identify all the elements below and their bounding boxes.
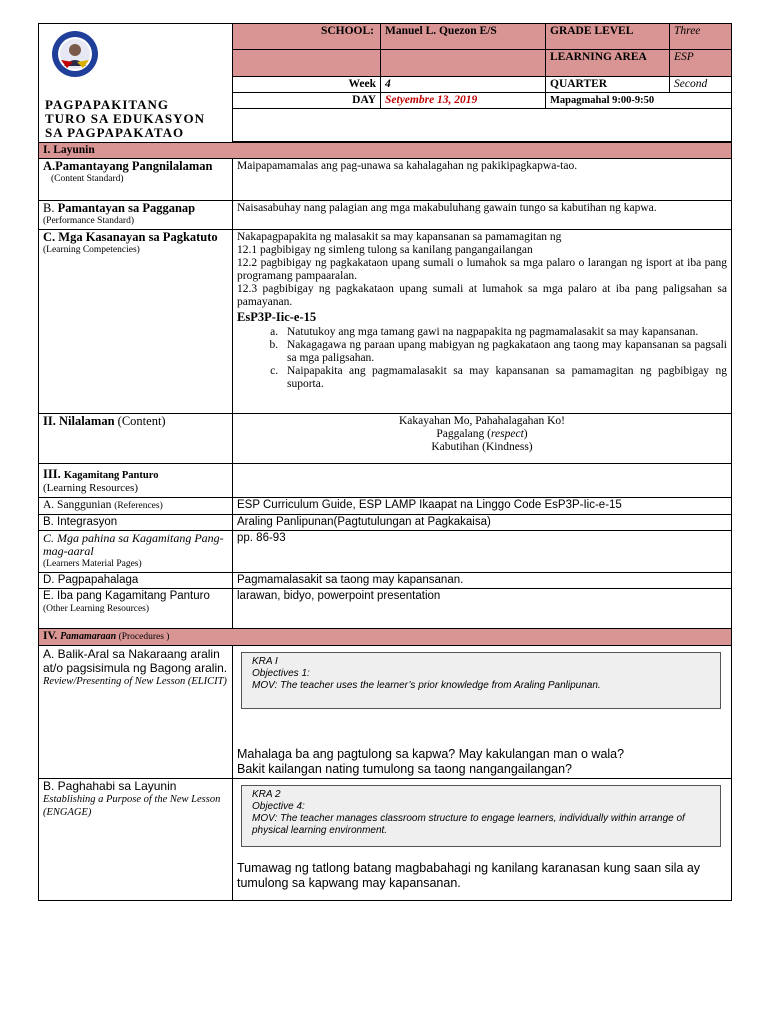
- other-resources-label: E. Iba pang Kagamitang Panturo (Other Learning Resources): [39, 589, 233, 629]
- area-label: LEARNING AREA: [546, 50, 670, 77]
- other-resources-value: larawan, bidyo, powerpoint presentation: [233, 589, 732, 629]
- area-value: ESP: [670, 50, 732, 77]
- integration-value: Araling Panlipunan(Pagtutulungan at Pagkakaisa): [233, 515, 732, 531]
- school-label: SCHOOL:: [233, 24, 381, 50]
- label: II. Nilalaman: [43, 414, 115, 428]
- content-line: Kakayahan Mo, Pahahalagahan Ko!: [398, 415, 566, 427]
- kra-2-box: KRA 2 Objective 4: MOV: The teacher manages classroom structure to engage learners, individually within arrange of physical learning environment.: [241, 785, 721, 847]
- objective-item: c. Naipapakita ang pagmamalasakit sa may kapansanan sa pamamagitan ng pagbibigay ng suporta.: [281, 365, 727, 391]
- objective-item: b. Nakagagawa ng paraan upang mabigyan ng pagkakataon ang taong may kapansanan sa pagsali sa mga paligsahan.: [281, 339, 727, 365]
- quarter-label: QUARTER: [546, 77, 670, 93]
- references-value: ESP Curriculum Guide, ESP LAMP Ikaapat na Linggo Code EsP3P-Iic-e-15: [233, 498, 732, 515]
- competencies-value: [233, 230, 732, 414]
- day-label: DAY: [233, 93, 381, 109]
- sub-label: (Content): [114, 414, 166, 428]
- label: C. Mga Kasanayan sa Pagkatuto: [43, 230, 218, 244]
- title-line: PAGPAPAKITANG: [45, 97, 169, 112]
- competency-code: EsP3P-Iic-e-15: [237, 310, 317, 324]
- header-blank: [233, 50, 381, 77]
- values-value: Pagmamalasakit sa taong may kapansanan.: [233, 573, 732, 589]
- competency-item: 12.3 pagbibigay ng pagkakataon upang sumali at lumahok sa mga palaro at iba pang paligsahan sa pamayanan.: [237, 283, 727, 308]
- header-empty-row: [233, 109, 732, 142]
- sub-label: (Performance Standard): [43, 216, 135, 226]
- engage-value: [233, 779, 732, 901]
- learner-pages-label: C. Mga pahina sa Kagamitang Pang-mag-aaral (Learners Material Pages): [39, 531, 233, 573]
- elicit-value: [233, 646, 732, 779]
- performance-standard-value: Naisasabuhay nang palagian ang mga makabuluhang gawain tungo sa kabutihan ng kapwa.: [233, 201, 732, 230]
- week-label: Week: [233, 77, 381, 93]
- grade-value: Three: [670, 24, 732, 50]
- lesson-plan-page: [38, 23, 731, 901]
- title-block: [39, 24, 233, 143]
- competencies-label: [39, 230, 233, 414]
- section-layunin-heading: I. Layunin: [39, 143, 732, 159]
- title-line: SA PAGPAPAKATAO: [45, 125, 185, 140]
- label: Pamantayan sa Pagganap: [57, 201, 196, 215]
- school-value: Manuel L. Quezon E/S: [381, 24, 546, 50]
- content-line: Paggalang (respect): [436, 428, 528, 440]
- competency-item: 12.1 pagbibigay ng simleng tulong sa kanilang pangangailangan: [237, 244, 533, 256]
- content-label: [39, 414, 233, 464]
- integration-label: B. Integrasyon: [39, 515, 233, 531]
- section-procedures-heading: IV. Pamamaraan (Procedures ): [39, 629, 732, 646]
- elicit-question: Bakit kailangan nating tumulong sa taong nangangailangan?: [237, 762, 572, 776]
- school-seal-logo: [51, 30, 99, 78]
- engage-label: B. Paghahabi sa Layunin Establishing a Purpose of the New Lesson (ENGAGE): [39, 779, 233, 901]
- content-standard-value: Maipapamamalas ang pag-unawa sa kahalagahan ng pakikipagkapwa-tao.: [233, 159, 732, 201]
- content-standard-label: [39, 159, 233, 201]
- content-line: Kabutihan (Kindness): [431, 441, 533, 453]
- references-label: A. Sanggunian (References): [39, 498, 233, 515]
- values-label: D. Pagpapahalaga: [39, 573, 233, 589]
- elicit-question: Mahalaga ba ang pagtulong sa kapwa? May kakulangan man o wala?: [237, 747, 625, 761]
- resources-empty: [233, 464, 732, 498]
- week-value: 4: [381, 77, 546, 93]
- label: A.Pamantayang Pangnilalaman: [43, 159, 213, 173]
- sub-label: (Content Standard): [51, 174, 124, 184]
- quarter-value: Second: [670, 77, 732, 93]
- content-value: [233, 414, 732, 464]
- kra-1-box: KRA I Objectives 1: MOV: The teacher uses the learner’s prior knowledge from Araling Panlipunan.: [241, 652, 721, 709]
- title-line: TURO SA EDUKASYON: [45, 111, 206, 126]
- header-blank: [381, 50, 546, 77]
- competency-item: 12.2 pagbibigay ng pagkakataon upang sumali o lumahok sa mga palaro o larangan ng isport at iba pang programang pampaaralan.: [237, 257, 727, 282]
- competency-intro: Nakapagpapakita ng malasakit sa may kapansanan sa pamamagitan ng: [237, 231, 562, 243]
- prefix: B.: [43, 201, 58, 215]
- objectives-list: [237, 326, 727, 391]
- resources-label: III. Kagamitang Panturo (Learning Resources): [39, 464, 233, 498]
- time-value: Mapagmahal 9:00-9:50: [546, 93, 732, 109]
- learner-pages-value: pp. 86-93: [233, 531, 732, 573]
- sub-label: (Learning Competencies): [43, 245, 140, 255]
- sub-label: (Learning Resources): [43, 482, 138, 494]
- lesson-plan-table: [38, 23, 732, 901]
- objective-item: a. Natutukoy ang mga tamang gawi na nagpapakita ng pagmamalasakit sa may kapansanan.: [281, 326, 727, 339]
- day-value: Setyembre 13, 2019: [381, 93, 546, 109]
- elicit-label: A. Balik-Aral sa Nakaraang aralin at/o pagsisimula ng Bagong aralin. Review/Presenting of New Lesson (ELICIT): [39, 646, 233, 779]
- grade-label: GRADE LEVEL: [546, 24, 670, 50]
- performance-standard-label: [39, 201, 233, 230]
- document-title: [45, 98, 226, 140]
- engage-text: Tumawag ng tatlong batang magbabahagi ng kanilang karanasan kung saan sila ay tumulong sa kapwang may kapansanan.: [237, 861, 701, 890]
